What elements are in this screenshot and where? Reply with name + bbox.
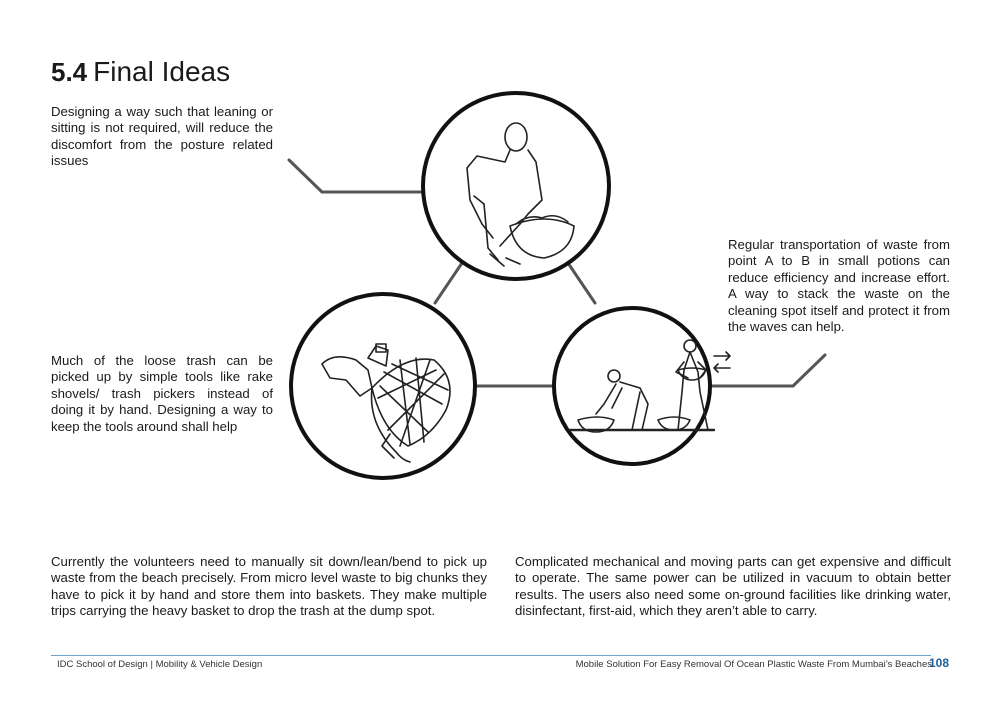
connector-triangle-right bbox=[568, 263, 595, 303]
footer-project-title: Mobile Solution For Easy Removal Of Ocean Plastic Waste From Mumbai’s Beaches bbox=[575, 659, 932, 670]
footer-institution: IDC School of Design | Mobility & Vehicle Design bbox=[57, 659, 263, 670]
page-number: 108 bbox=[928, 656, 949, 670]
current-situation-text: Currently the volunteers need to manually sit down/lean/bend to pick up waste from the beach precisely. From micro level waste to big chunks they have to pick it by hand and store them into baskets. They make multiple trips carrying the heavy basket to drop the trash at the dump spot. bbox=[51, 554, 487, 619]
idea-transport-text: Regular transportation of waste from point A to B in small potions can reduce efficiency and increase effort. A way to stack the waste on the cleaning spot itself and protect it from the waves can help. bbox=[728, 237, 950, 335]
sketch-trash-picker-net bbox=[291, 294, 475, 478]
section-number: 5.4 bbox=[51, 57, 88, 87]
mechanical-constraints-text: Complicated mechanical and moving parts can get expensive and difficult to operate. The same power can be utilized in vacuum to obtain better results. The users also need some on-ground facilities like drinking water, disinfectant, first-aid, which they aren’t able to carry. bbox=[515, 554, 951, 619]
connector-triangle-left bbox=[435, 263, 462, 303]
sketch-crouching-person bbox=[423, 93, 609, 279]
idea-tools-text: Much of the loose trash can be picked up by simple tools like rake shovels/ trash pickers instead of doing it by hand. Designing a way to keep the tools around shall help bbox=[51, 353, 273, 434]
sketch-stacking-waste bbox=[554, 308, 730, 464]
connector-posture bbox=[289, 160, 422, 192]
section-title: Final Ideas bbox=[93, 56, 231, 87]
footer-rule bbox=[51, 655, 931, 656]
idea-posture-text: Designing a way such that leaning or sitting is not required, will reduce the discomfort from the posture related issues bbox=[51, 104, 273, 169]
